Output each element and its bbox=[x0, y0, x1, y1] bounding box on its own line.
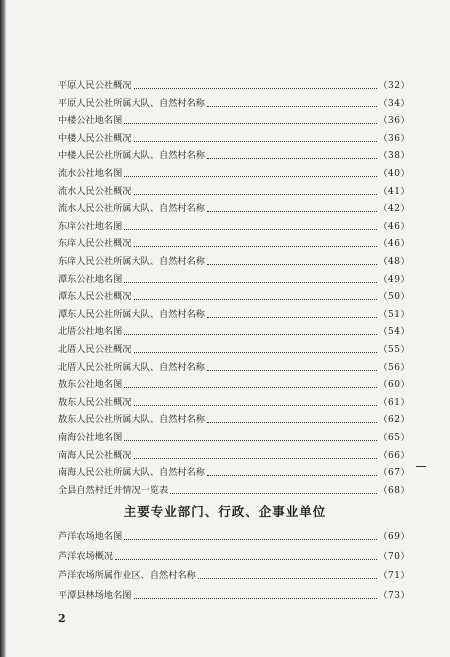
toc-entry-page: （61） bbox=[378, 397, 410, 408]
dot-leader bbox=[124, 439, 376, 441]
toc-entry-page: （46） bbox=[378, 239, 410, 250]
toc-entry-page: （60） bbox=[378, 380, 410, 391]
toc-entry bbox=[58, 568, 410, 584]
dot-leader bbox=[124, 333, 376, 335]
toc-entry bbox=[58, 465, 410, 481]
toc-entry-page: （70） bbox=[378, 551, 410, 562]
toc-entry-page: （69） bbox=[378, 532, 410, 542]
dot-leader bbox=[124, 175, 376, 177]
section-heading: 主要专业部门、行政、企事业单位 bbox=[123, 504, 327, 519]
toc-entry bbox=[58, 307, 410, 323]
toc-entry-page: （71） bbox=[378, 571, 410, 581]
toc-entry-page: （73） bbox=[378, 590, 410, 601]
toc-entry-page: （65） bbox=[378, 433, 410, 443]
toc-entry bbox=[58, 324, 410, 340]
binding-edge bbox=[0, 0, 6, 657]
toc-entry-title: 敖东人民公社所属大队、自然村名称 bbox=[58, 414, 205, 426]
toc-entry-title: 潭东人民公社概况 bbox=[58, 291, 132, 303]
toc-entry-title: 中楼人民公社所属大队、自然村名称 bbox=[58, 150, 205, 162]
dot-leader bbox=[134, 457, 377, 459]
dot-leader bbox=[124, 386, 376, 388]
toc-entry bbox=[58, 483, 410, 499]
toc-entry-page: （34） bbox=[378, 98, 410, 109]
toc-entry bbox=[58, 412, 410, 428]
toc-entry bbox=[58, 78, 410, 94]
toc-entry-page: （55） bbox=[378, 345, 410, 355]
toc-entry-page: （48） bbox=[378, 257, 410, 267]
toc-entry-title: 北厝人民公社所属大队、自然村名称 bbox=[58, 361, 205, 373]
toc-entry-title: 潭东人民公社所属大队、自然村名称 bbox=[58, 308, 205, 320]
toc-entry-page: （42） bbox=[378, 204, 410, 215]
toc-entry bbox=[58, 448, 410, 464]
toc-entry-title: 平潭县林场地名图 bbox=[58, 589, 132, 601]
toc-entry bbox=[58, 131, 410, 147]
dot-leader bbox=[207, 421, 377, 423]
toc-entry-page: （62） bbox=[378, 415, 410, 426]
toc-entry-page: （66） bbox=[378, 450, 410, 461]
toc-entry-page: （67） bbox=[378, 468, 410, 479]
toc-entry bbox=[58, 289, 410, 305]
dot-leader bbox=[207, 105, 377, 107]
toc-entry-title: 南海人民公社所属大队、自然村名称 bbox=[58, 467, 205, 479]
toc-entry bbox=[58, 166, 410, 182]
dot-leader bbox=[134, 404, 377, 406]
toc-entry-page: （38） bbox=[378, 151, 410, 162]
toc-entry bbox=[58, 588, 410, 604]
dot-leader bbox=[207, 157, 377, 159]
dot-leader bbox=[124, 281, 376, 283]
toc-entry bbox=[58, 219, 410, 235]
toc-entry bbox=[58, 254, 410, 270]
toc-entry-page: （49） bbox=[378, 274, 410, 285]
dot-leader bbox=[134, 87, 377, 89]
toc-entry-title: 东庠人民公社所属大队、自然村名称 bbox=[58, 256, 205, 267]
toc-entry-title: 潭东公社地名图 bbox=[58, 273, 123, 285]
dot-leader bbox=[207, 263, 377, 265]
toc-entry-page: （50） bbox=[378, 292, 410, 303]
toc-entry-page: （36） bbox=[378, 133, 410, 144]
toc-entry bbox=[58, 529, 410, 545]
toc-entry-title: 北厝公社地名图 bbox=[58, 326, 123, 338]
dot-leader bbox=[207, 474, 377, 476]
toc-entry-page: （36） bbox=[378, 116, 410, 127]
dot-leader bbox=[124, 538, 376, 540]
toc-entry bbox=[58, 184, 410, 200]
toc-entry-title: 全县自然村迁并情况一览表 bbox=[58, 484, 169, 496]
dot-leader bbox=[134, 597, 377, 599]
dot-leader bbox=[134, 193, 377, 195]
dot-leader bbox=[134, 140, 377, 142]
toc-entry-title: 南海人民公社概况 bbox=[58, 449, 132, 461]
toc-entry bbox=[58, 148, 410, 164]
toc-entry-title: 中楼公社地名图 bbox=[58, 115, 123, 127]
toc-entry-title: 敖东人民公社概况 bbox=[58, 396, 132, 408]
toc-entry bbox=[58, 395, 410, 411]
dot-leader bbox=[124, 228, 376, 230]
dot-leader bbox=[134, 245, 377, 247]
toc-entry-title: 中楼人民公社概况 bbox=[58, 132, 132, 144]
dot-leader bbox=[115, 558, 376, 560]
dot-leader bbox=[170, 492, 376, 494]
toc-entry-page: （54） bbox=[378, 327, 410, 338]
toc-entry-page: （68） bbox=[378, 485, 410, 496]
toc-entry-page: （56） bbox=[378, 362, 410, 373]
toc-entry bbox=[58, 201, 410, 217]
toc-entry-page: （51） bbox=[378, 309, 410, 320]
toc-entry-title: 流水公社地名图 bbox=[58, 168, 123, 179]
margin-mark bbox=[416, 466, 426, 467]
toc-entry-title: 南海公社地名图 bbox=[58, 432, 123, 443]
toc-entry-title: 东庠人民公社概况 bbox=[58, 238, 132, 250]
toc-entry-page: （40） bbox=[378, 169, 410, 179]
dot-leader bbox=[124, 122, 376, 124]
dot-leader bbox=[134, 298, 377, 300]
page-number: 2 bbox=[58, 612, 66, 625]
toc-entry bbox=[58, 377, 410, 393]
toc-entry-page: （41） bbox=[378, 186, 410, 197]
toc-entry-page: （32） bbox=[378, 81, 410, 91]
dot-leader bbox=[207, 316, 377, 318]
dot-leader bbox=[198, 577, 377, 579]
toc-entry-title: 流水人民公社概况 bbox=[58, 185, 132, 197]
toc-entry-title: 敖东公社地名图 bbox=[58, 379, 123, 391]
dot-leader bbox=[134, 351, 377, 353]
dot-leader bbox=[207, 369, 377, 371]
toc-entry-title: 东庠公社地名图 bbox=[58, 220, 123, 232]
toc-entry bbox=[58, 549, 410, 565]
dot-leader bbox=[207, 210, 377, 212]
toc-entry bbox=[58, 272, 410, 288]
toc-entry-title: 流水人民公社所属大队、自然村名称 bbox=[58, 203, 205, 215]
toc-entry-title: 平原人民公社所属大队、自然村名称 bbox=[58, 97, 205, 109]
toc-entry-page: （46） bbox=[378, 221, 410, 232]
toc-entry bbox=[58, 236, 410, 252]
toc-entry-title: 芦洋农场地名图 bbox=[58, 531, 123, 542]
toc-entry-title: 芦洋农场所属作业区、自然村名称 bbox=[58, 570, 196, 581]
toc-entry-title: 芦洋农场概况 bbox=[58, 550, 114, 562]
toc-entry-title: 北厝人民公社概况 bbox=[58, 344, 132, 355]
toc-entry-title: 平原人民公社概况 bbox=[58, 80, 132, 91]
toc-entry bbox=[58, 113, 410, 129]
toc-entry bbox=[58, 360, 410, 376]
toc-entry bbox=[58, 342, 410, 358]
toc-entry bbox=[58, 430, 410, 446]
toc-entry bbox=[58, 96, 410, 112]
